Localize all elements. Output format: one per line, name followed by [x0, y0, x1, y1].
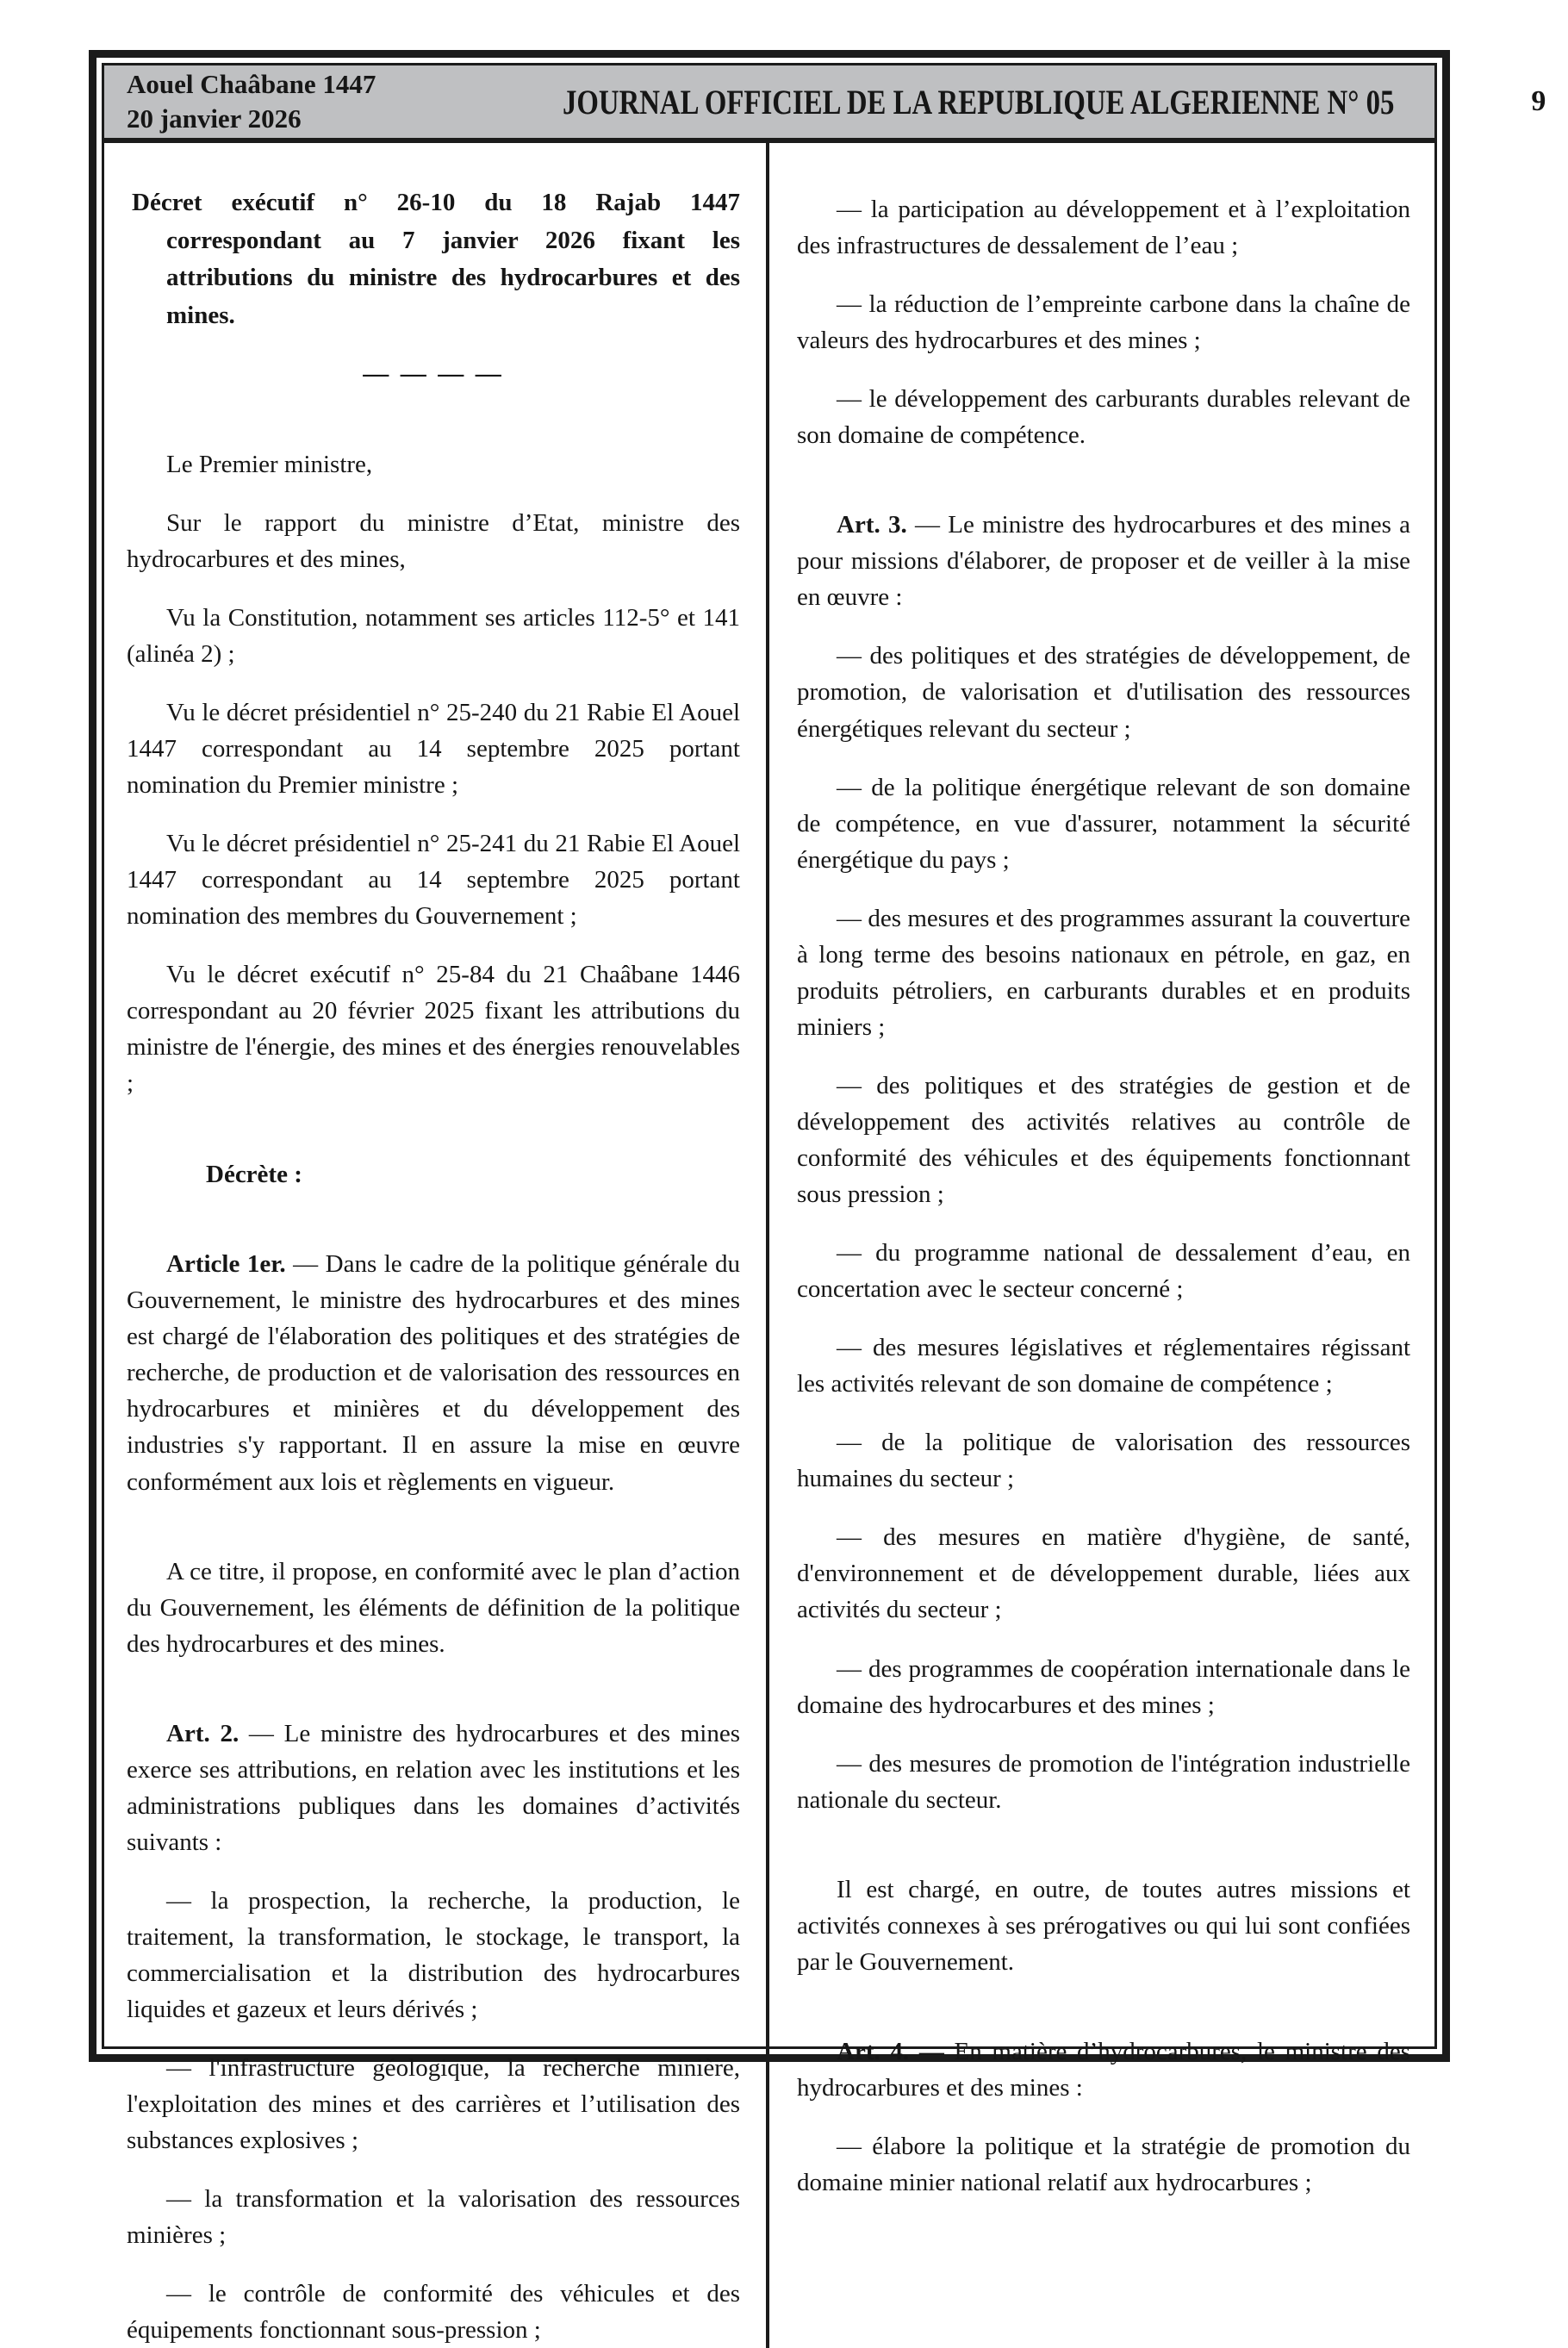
- paragraph: Vu la Constitution, notamment ses articles 112-5° et 141 (alinéa 2) ;: [127, 603, 740, 668]
- list-item: — des mesures de promotion de l'intégration industrielle nationale du secteur.: [797, 1749, 1410, 1814]
- list-item: — des politiques et des stratégies de gestion et de développement des activités relatives au contrôle de conformité des véhicules et des équipements fonctionnant sous pression ;: [797, 1071, 1410, 1209]
- list-item: — la prospection, la recherche, la production, le traitement, la transformation, le stockage, le transport, la commercialisation et la distribution des hydrocarbures liquides et gazeux et leurs dérivés ;: [127, 1886, 740, 2024]
- journal-title: JOURNAL OFFICIEL DE LA REPUBLIQUE ALGERIENNE N° 05: [562, 82, 1395, 121]
- gregorian-date: 20 janvier 2026: [127, 103, 302, 134]
- list-item: — le contrôle de conformité des véhicules et des équipements fonctionnant sous-pression ;: [127, 2280, 740, 2345]
- paragraph: A ce titre, il propose, en conformité avec le plan d’action du Gouvernement, les éléments de définition de la politique des hydrocarbures et des mines.: [127, 1557, 740, 1658]
- page-frame: [89, 50, 1546, 2345]
- paragraph: Vu le décret présidentiel n° 25-241 du 21 Rabie El Aouel 1447 correspondant au 14 septembre 2025 portant nomination des membres du Gouvernement ;: [127, 829, 740, 930]
- decree-title: Décret exécutif n° 26-10 du 18 Rajab 1447 correspondant au 7 janvier 2026 fixant les attributions du ministre des hydrocarbures et des mines.: [132, 189, 740, 329]
- paragraph: Vu le décret présidentiel n° 25-240 du 21 Rabie El Aouel 1447 correspondant au 14 septembre 2025 portant nomination du Premier ministre ;: [127, 698, 740, 799]
- list-item: — des mesures en matière d'hygiène, de santé, d'environnement et de développement durable, liées aux activités du secteur ;: [797, 1523, 1410, 1624]
- right-column: [769, 143, 1434, 2348]
- hijri-date: Aouel Chaâbane 1447: [127, 69, 376, 100]
- list-item: — du programme national de dessalement d’eau, en concertation avec le secteur concerné ;: [797, 1239, 1410, 1304]
- list-item: — des mesures législatives et réglementaires régissant les activités relevant de son domaine de compétence ;: [797, 1334, 1410, 1398]
- list-item: — la réduction de l’empreinte carbone dans la chaîne de valeurs des hydrocarbures et des mines ;: [797, 290, 1410, 355]
- paragraph-article-3: Art. 3. — Le ministre des hydrocarbures et des mines a pour missions d'élaborer, de proposer et de veiller à la mise en œuvre :: [797, 511, 1410, 612]
- page-number: 9: [1531, 85, 1546, 117]
- left-column: [104, 143, 769, 2348]
- decrete-heading: Décrète :: [206, 1161, 302, 1189]
- paragraph: Vu le décret exécutif n° 25-84 du 21 Chaâbane 1446 correspondant au 20 février 2025 fixant les attributions du ministre de l'énergie, des mines et des énergies renouvelables ;: [127, 961, 740, 1098]
- page-inner-frame: [102, 63, 1546, 2345]
- paragraph-article-2: Art. 2. — Le ministre des hydrocarbures et des mines exerce ses attributions, en relation avec les institutions et les administrations publiques dans les domaines d’activités suivants :: [127, 1719, 740, 1856]
- list-item: — la transformation et la valorisation des ressources minières ;: [127, 2185, 740, 2250]
- list-item: — le développement des carburants durables relevant de son domaine de compétence.: [797, 385, 1410, 450]
- paragraph: Sur le rapport du ministre d’Etat, ministre des hydrocarbures et des mines,: [127, 508, 740, 573]
- list-item: — la participation au développement et à l’exploitation des infrastructures de dessalement de l’eau ;: [797, 196, 1410, 260]
- list-item: — élabore la politique et la stratégie de promotion du domaine minier national relatif aux hydrocarbures ;: [797, 2132, 1410, 2196]
- list-item: — de la politique énergétique relevant de son domaine de compétence, en vue d'assurer, notamment la sécurité énergétique du pays ;: [797, 773, 1410, 874]
- paragraph-article-1: Article 1er. — Dans le cadre de la politique générale du Gouvernement, le ministre des hydrocarbures et des mines est chargé de l'élaboration des politiques et des stratégies de recherche, de production et de valorisation des ressources en hydrocarbures et minières et du développement des industries s'y rapportant. Il en assure la mise en œuvre conformément aux lois et règlements en vigueur.: [127, 1250, 740, 1496]
- two-column-body: [104, 143, 1434, 2348]
- masthead-dates: [104, 67, 471, 135]
- list-item: — l'infrastructure géologique, la recherche minière, l'exploitation des mines et des carrières et l’utilisation des substances explosives ;: [127, 2054, 740, 2155]
- masthead: [104, 65, 1546, 143]
- list-item: — de la politique de valorisation des ressources humaines du secteur ;: [797, 1429, 1410, 1493]
- paragraph: Il est chargé, en outre, de toutes autres missions et activités connexes à ses prérogatives ou qui lui sont confiées par le Gouvernement.: [797, 1875, 1410, 1976]
- list-item: — des politiques et des stratégies de développement, de promotion, de valorisation et d'utilisation des ressources énergétiques relevant du secteur ;: [797, 642, 1410, 743]
- list-item: — des programmes de coopération internationale dans le domaine des hydrocarbures et des mines ;: [797, 1654, 1410, 1719]
- paragraph: Le Premier ministre,: [166, 450, 373, 478]
- dash-separator: — — — —: [363, 359, 504, 388]
- list-item: — des mesures et des programmes assurant la couverture à long terme des besoins nationaux en pétrole, en gaz, en produits pétroliers, en carburants durables et en produits miniers ;: [797, 904, 1410, 1041]
- paragraph-article-4: Art. 4. — En matière d’hydrocarbures, le ministre des hydrocarbures et des mines :: [797, 2037, 1410, 2102]
